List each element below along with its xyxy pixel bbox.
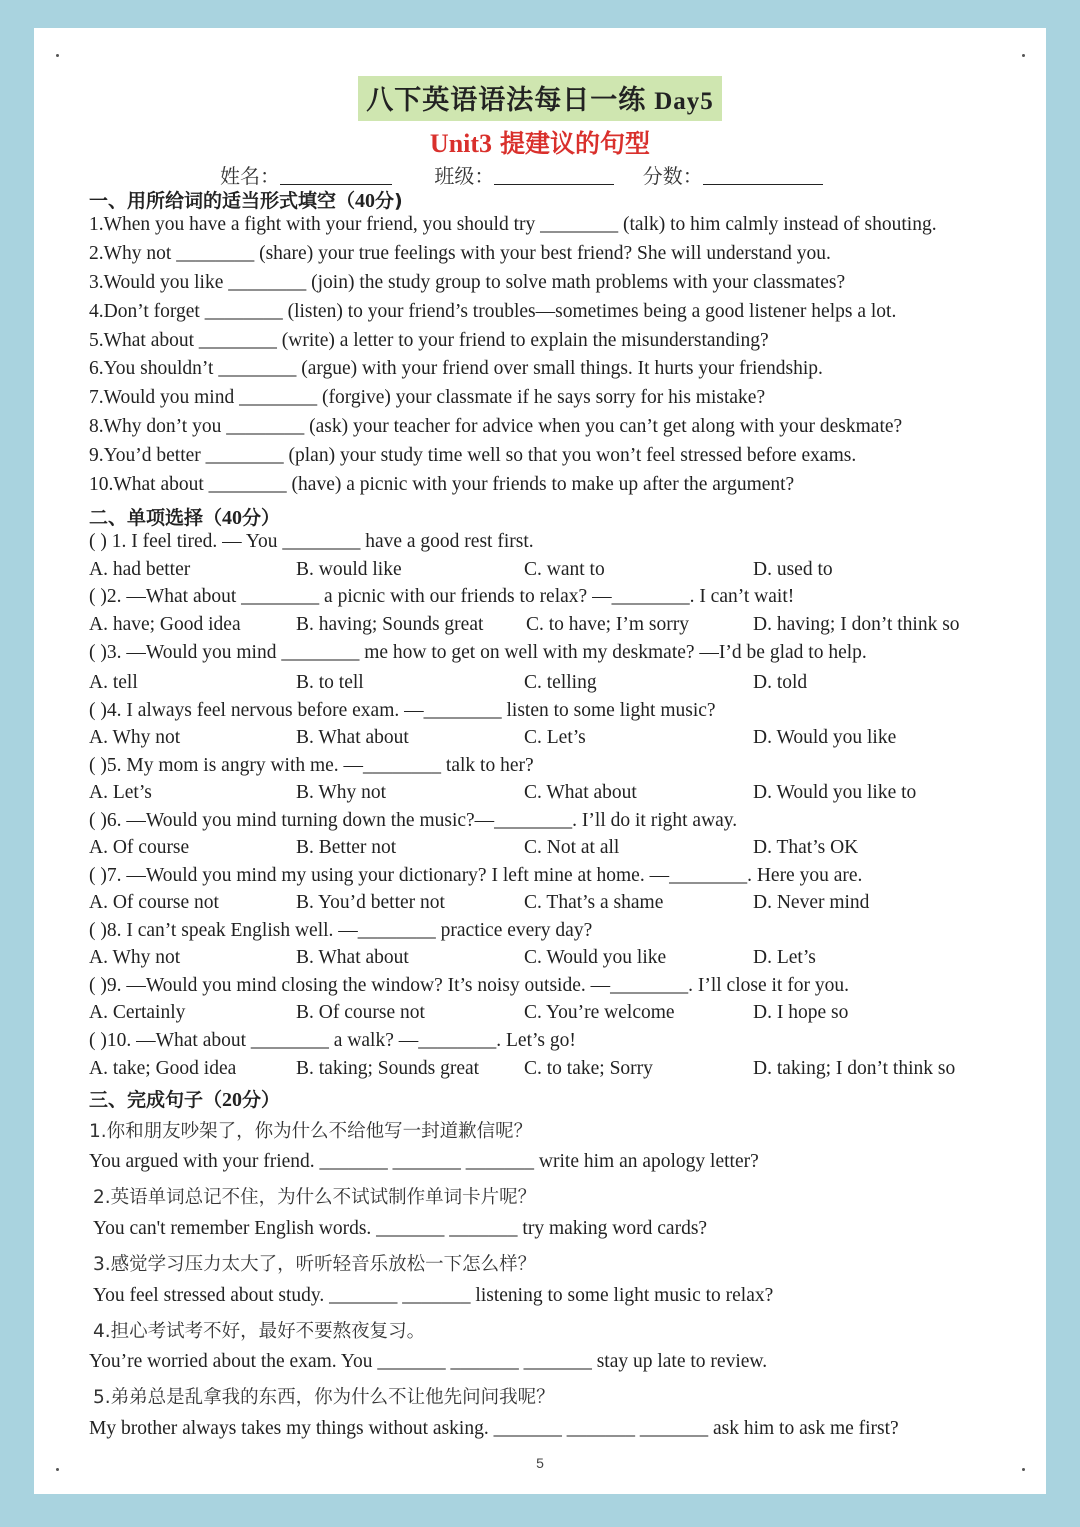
option-b: B. You’d better not [296, 892, 445, 913]
fill-item: 5.What about ________ (write) a letter to your friend to explain the misunderstanding? [89, 330, 769, 351]
fill-item: 8.Why don’t you ________ (ask) your teacher for advice when you can’t get along with your deskmate? [89, 416, 903, 437]
option-b: B. taking; Sounds great [296, 1058, 480, 1079]
score-label: 分数： [642, 164, 703, 188]
sentence-cn: 3.感觉学习压力太大了，听听轻音乐放松一下怎么样？ [93, 1254, 537, 1275]
section-heading-text: 一、用所给词的适当形式填空（ [89, 190, 356, 212]
sentence-en: My brother always takes my things without asking. _______ _______ _______ ask him to ask me first? [89, 1418, 899, 1439]
corner-dot [56, 54, 59, 57]
class-field[interactable] [494, 166, 614, 185]
score-field[interactable] [703, 166, 823, 185]
page-title [358, 76, 722, 121]
option-a: A. Why not [89, 727, 181, 748]
option-a: A. have; Good idea [89, 614, 241, 635]
student-info [220, 160, 823, 189]
option-a: A. Why not [89, 947, 181, 968]
fill-item: 6.You shouldn’t ________ (argue) with your friend over small things. It hurts your friendship. [89, 358, 823, 379]
section3-heading [89, 1085, 280, 1112]
name-label: 姓名： [220, 164, 280, 188]
title-bar [34, 76, 1046, 121]
sentence-cn: 1.你和朋友吵架了，你为什么不给他写一封道歉信呢？ [89, 1121, 533, 1142]
option-b: B. would like [296, 559, 402, 580]
section-heading-text: 二、单项选择（ [89, 507, 223, 529]
mc-question: ( )4. I always feel nervous before exam. —________ listen to some light music? [89, 700, 716, 721]
option-c: C. want to [524, 559, 605, 580]
title-cn: 八下英语语法每日一练 [366, 85, 647, 116]
section-score: 20 [222, 1089, 243, 1111]
sentence-en: You argued with your friend. _______ _______ _______ write him an apology letter? [89, 1151, 759, 1172]
fill-item: 2.Why not ________ (share) your true feelings with your best friend? She will understand you. [89, 243, 831, 264]
option-d: D. Would you like [753, 727, 897, 748]
section-heading-tail: 分） [242, 1089, 281, 1111]
section-heading-tail: 分） [242, 507, 281, 529]
option-d: D. Would you like to [753, 782, 917, 803]
option-c: C. You’re welcome [524, 1002, 675, 1023]
mc-question: ( )3. —Would you mind ________ me how to get on well with my deskmate? —I’d be glad to help. [89, 642, 867, 663]
corner-dot [1022, 54, 1025, 57]
mc-question: ( )2. —What about ________ a picnic with our friends to relax? —________. I can’t wait! [89, 586, 795, 607]
section-heading-text: 三、完成句子（ [89, 1089, 223, 1111]
section-score: 40 [222, 507, 243, 529]
worksheet-page [34, 28, 1046, 1494]
option-d: D. having; I don’t think so [753, 614, 960, 635]
option-d: D. Let’s [753, 947, 816, 968]
section2-heading [89, 503, 280, 530]
sentence-cn: 4.担心考试考不好，最好不要熬夜复习。 [93, 1321, 426, 1342]
mc-question: ( )7. —Would you mind my using your dictionary? I left mine at home. —________. Here you are. [89, 865, 863, 886]
option-a: A. tell [89, 672, 138, 693]
option-b: B. Of course not [296, 1002, 425, 1023]
option-b: B. Better not [296, 837, 397, 858]
option-c: C. telling [524, 672, 597, 693]
option-b: B. to tell [296, 672, 364, 693]
page-subtitle [34, 124, 1046, 160]
mc-question: ( )10. —What about ________ a walk? —________. Let’s go! [89, 1030, 576, 1051]
page-number: 5 [536, 1455, 544, 1471]
mc-question: ( )5. My mom is angry with me. —________ talk to her? [89, 755, 534, 776]
sentence-en: You’re worried about the exam. You _______ _______ _______ stay up late to review. [89, 1351, 768, 1372]
subtitle-en: Unit3 [429, 129, 493, 158]
subtitle-cn: 提建议的句型 [500, 129, 651, 158]
option-a: A. Certainly [89, 1002, 186, 1023]
class-label: 班级： [434, 164, 495, 188]
option-a: A. had better [89, 559, 191, 580]
option-a: A. Of course not [89, 892, 219, 913]
mc-question: ( )8. I can’t speak English well. —________ practice every day? [89, 920, 593, 941]
fill-item: 7.Would you mind ________ (forgive) your classmate if he says sorry for his mistake? [89, 387, 766, 408]
option-c: C. What about [524, 782, 637, 803]
section-score: 40 [355, 190, 376, 212]
option-c: C. to have; I’m sorry [526, 614, 690, 635]
option-d: D. I hope so [753, 1002, 849, 1023]
option-a: A. Of course [89, 837, 190, 858]
option-a: A. Let’s [89, 782, 152, 803]
fill-item: 3.Would you like ________ (join) the study group to solve math problems with your classmates? [89, 272, 846, 293]
mc-question: ( ) 1. I feel tired. — You ________ have a good rest first. [89, 531, 534, 552]
option-c: C. to take; Sorry [524, 1058, 653, 1079]
fill-item: 4.Don’t forget ________ (listen) to your friend’s troubles—sometimes being a good listener helps a lot. [89, 301, 897, 322]
fill-item: 10.What about ________ (have) a picnic with your friends to make up after the argument? [89, 474, 795, 495]
sentence-cn: 5.弟弟总是乱拿我的东西，你为什么不让他先问问我呢？ [93, 1387, 555, 1408]
option-b: B. having; Sounds great [296, 614, 484, 635]
name-field[interactable] [280, 166, 392, 185]
option-d: D. Never mind [753, 892, 870, 913]
section1-heading [89, 186, 403, 213]
option-d: D. That’s OK [753, 837, 859, 858]
title-en: Day5 [654, 88, 714, 115]
option-c: C. Not at all [524, 837, 620, 858]
option-d: D. told [753, 672, 808, 693]
sentence-cn: 2.英语单词总记不住，为什么不试试制作单词卡片呢？ [93, 1187, 537, 1208]
option-a: A. take; Good idea [89, 1058, 237, 1079]
sentence-en: You can't remember English words. _______ _______ try making word cards? [93, 1218, 708, 1239]
option-c: C. Let’s [524, 727, 586, 748]
option-d: D. used to [753, 559, 833, 580]
option-c: C. That’s a shame [524, 892, 664, 913]
fill-item: 9.You’d better ________ (plan) your study time well so that you won’t feel stressed before exams. [89, 445, 857, 466]
section-heading-tail: 分) [375, 190, 403, 212]
sentence-en: You feel stressed about study. _______ _______ listening to some light music to relax? [93, 1285, 774, 1306]
option-c: C. Would you like [524, 947, 667, 968]
option-d: D. taking; I don’t think so [753, 1058, 956, 1079]
fill-item: 1.When you have a fight with your friend, you should try ________ (talk) to him calmly instead of shouting. [89, 214, 937, 235]
mc-question: ( )6. —Would you mind turning down the music?—________. I’ll do it right away. [89, 810, 738, 831]
mc-question: ( )9. —Would you mind closing the window? It’s noisy outside. —________. I’ll close it for you. [89, 975, 849, 996]
option-b: B. What about [296, 727, 409, 748]
option-b: B. What about [296, 947, 409, 968]
option-b: B. Why not [296, 782, 387, 803]
